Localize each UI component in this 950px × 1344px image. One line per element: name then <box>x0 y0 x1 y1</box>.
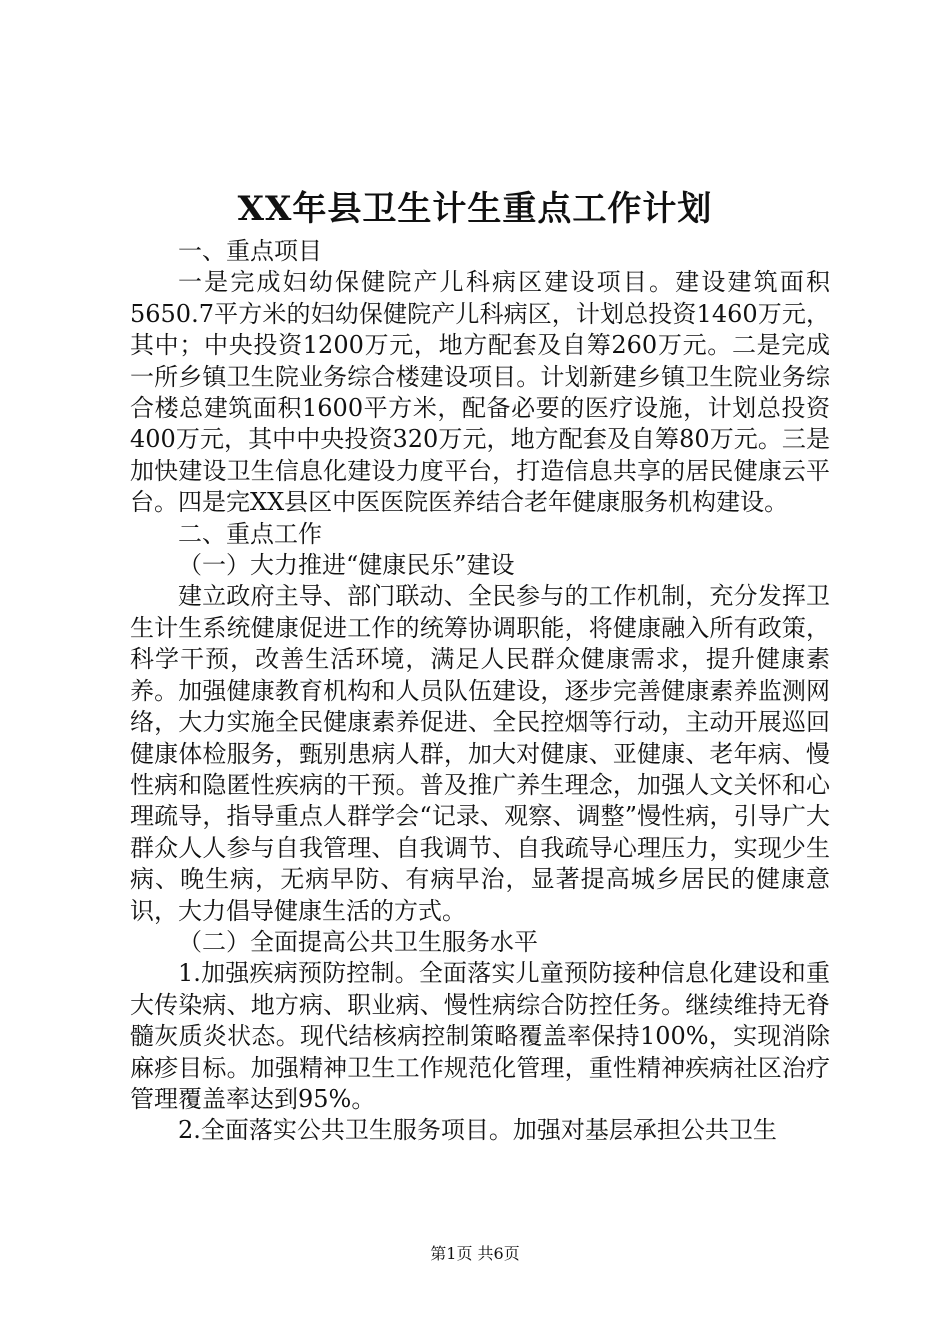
paragraph-healthy-minle: 建立政府主导、部门联动、全民参与的工作机制，充分发挥卫生计生系统健康促进工作的统筹协调职能，将健康融入所有政策，科学干预，改善生活环境，满足人民群众健康需求，提升健康素养。加强健康教育机构和人员队伍建设，逐步完善健康素养监测网络，大力实施全民健康素养促进、全民控烟等行动，主动开展巡回健康体检服务，甄别患病人群，加大对健康、亚健康、老年病、慢性病和隐匿性疾病的干预。普及推广养生理念，加强人文关怀和心理疏导，指导重点人群学会“记录、观察、调整”慢性病，引导广大群众人人参与自我管理、自我调节、自我疏导心理压力，实现少生病、晚生病，无病早防、有病早治，显著提高城乡居民的健康意识，大力倡导健康生活的方式。 <box>130 582 830 925</box>
paragraph-public-health-projects: 2.全面落实公共卫生服务项目。加强对基层承担公共卫生 <box>178 1116 777 1145</box>
subheading-healthy-minle: （一）大力推进“健康民乐”建设 <box>178 551 515 580</box>
section-heading-key-work: 二、重点工作 <box>178 519 322 548</box>
section-heading-key-projects: 一、重点项目 <box>178 237 322 265</box>
paragraph-disease-control: 1.加强疾病预防控制。全面落实儿童预防接种信息化建设和重大传染病、地方病、职业病、慢性病综合防控任务。继续维持无脊髓灰质炎状态。现代结核病控制策略覆盖率保持100%，实现消除麻疹目标。加强精神卫生工作规范化管理，重性精神疾病社区治疗管理覆盖率达到95%。 <box>130 959 830 1113</box>
document-body <box>130 236 830 1147</box>
subheading-public-health: （二）全面提高公共卫生服务水平 <box>178 927 538 956</box>
document-title: XX年县卫生计生重点工作计划 <box>237 189 713 229</box>
paragraph-key-projects: 一是完成妇幼保健院产儿科病区建设项目。建设建筑面积5650.7平方米的妇幼保健院产儿科病区，计划总投资1460万元，其中；中央投资1200万元，地方配套及自筹260万元。二是完成一所乡镇卫生院业务综合楼建设项目。计划新建乡镇卫生院业务综合楼总建筑面积1600平方米，配备必要的医疗设施，计划总投资400万元，其中中央投资320万元，地方配套及自筹80万元。三是加快建设卫生信息化建设力度平台，打造信息共享的居民健康云平台。四是完XX县区中医医院医养结合老年健康服务机构建设。 <box>130 268 830 517</box>
page-footer: 第1页 共6页 <box>430 1244 520 1263</box>
